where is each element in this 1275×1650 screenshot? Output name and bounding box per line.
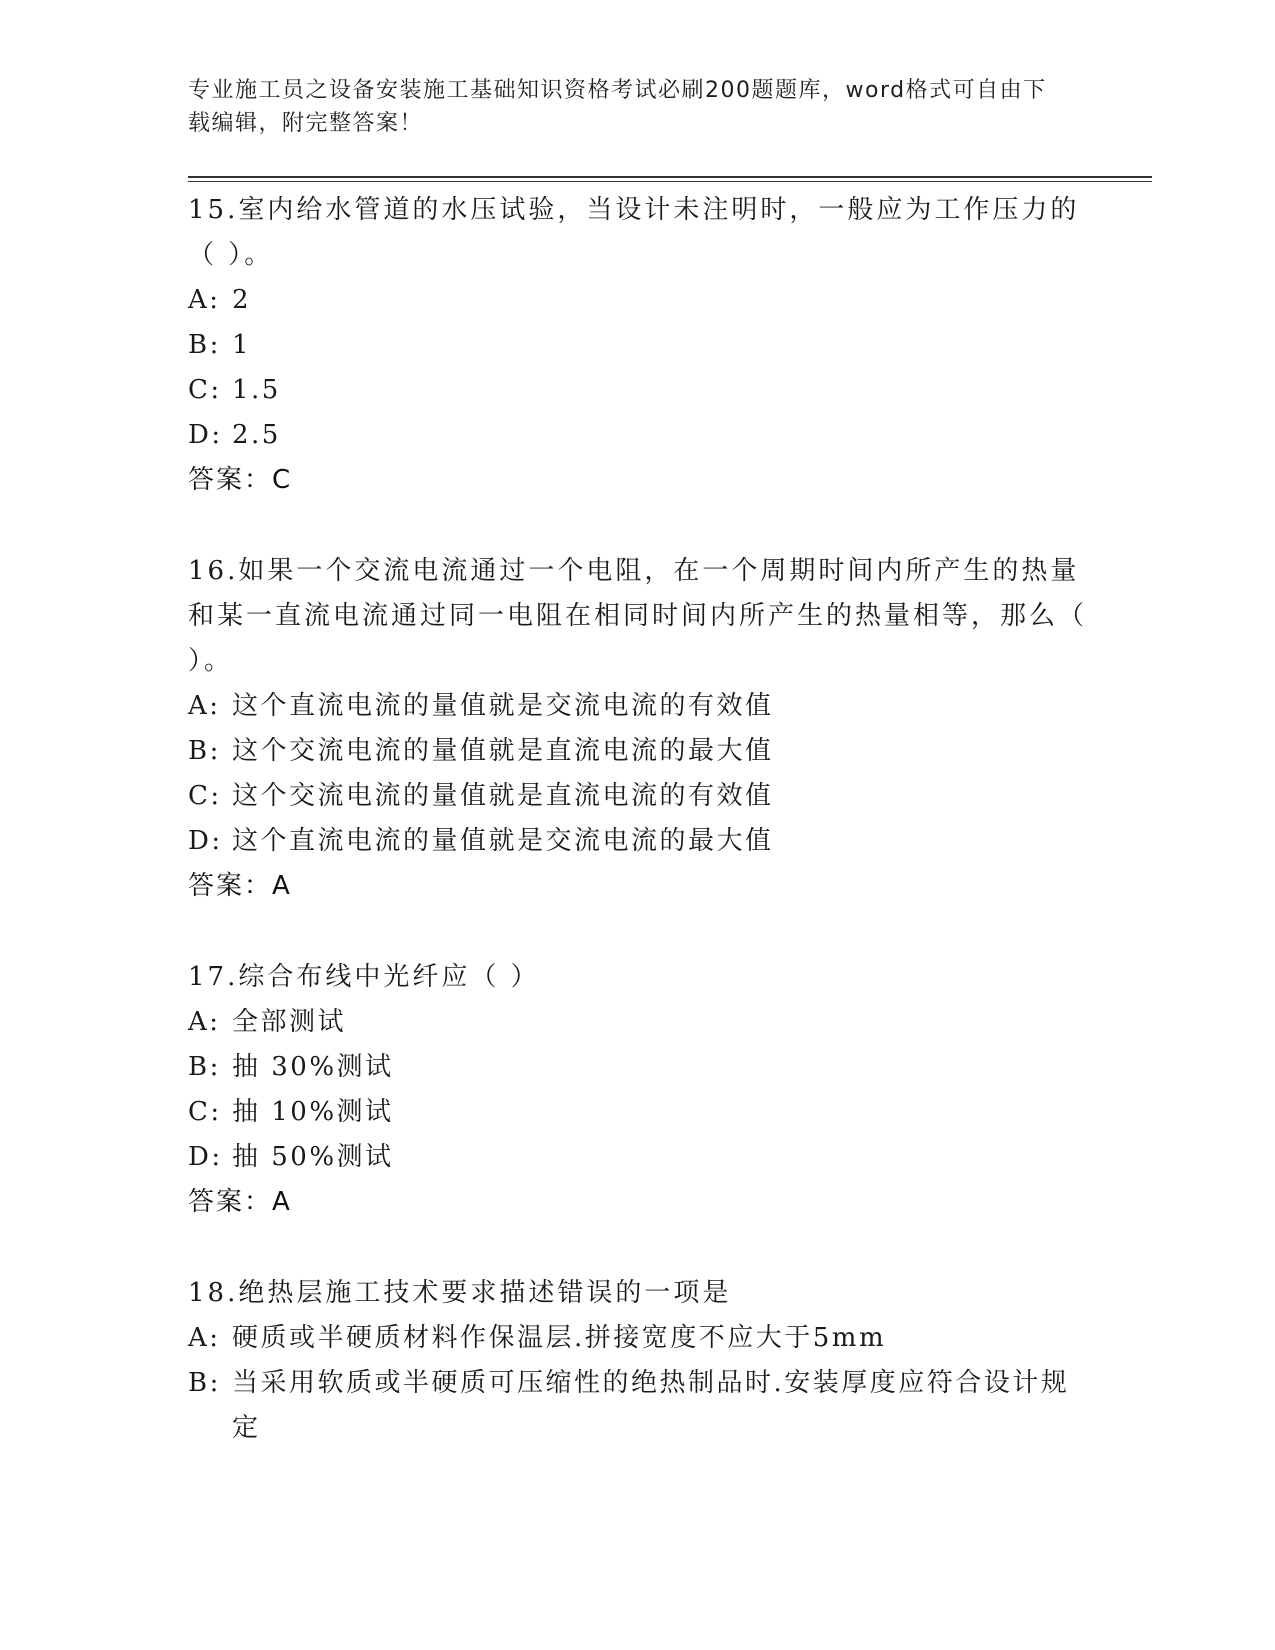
option-text: 1.5 bbox=[232, 375, 281, 405]
question-15 bbox=[188, 188, 1088, 503]
option-letter: A: bbox=[188, 1007, 221, 1037]
question-17 bbox=[188, 955, 1088, 1225]
option-c bbox=[188, 368, 1088, 413]
option-text: 这个直流电流的量值就是交流电流的最大值 bbox=[232, 826, 774, 856]
option-c bbox=[188, 1090, 1088, 1135]
option-text: 这个交流电流的量值就是直流电流的最大值 bbox=[232, 736, 774, 766]
question-stem: 17.综合布线中光纤应（ ） bbox=[188, 962, 540, 992]
option-letter: B: bbox=[188, 330, 221, 360]
option-a bbox=[188, 1316, 1088, 1361]
option-text: 抽 30%测试 bbox=[232, 1052, 394, 1082]
option-d bbox=[188, 413, 1088, 458]
option-a bbox=[188, 684, 1088, 729]
option-letter: D: bbox=[188, 420, 223, 450]
option-letter: D: bbox=[188, 1142, 223, 1172]
option-text: 硬质或半硬质材料作保温层.拼接宽度不应大于5mm bbox=[232, 1323, 887, 1353]
header-rule-thick bbox=[188, 176, 1152, 178]
option-b bbox=[188, 729, 1088, 774]
header-rule-thin bbox=[188, 181, 1152, 182]
option-b bbox=[188, 1361, 1088, 1451]
option-letter: A: bbox=[188, 285, 221, 315]
answer-line: 答案：A bbox=[188, 871, 292, 901]
option-text: 这个交流电流的量值就是直流电流的有效值 bbox=[232, 781, 774, 811]
option-b bbox=[188, 323, 1088, 368]
option-a bbox=[188, 278, 1088, 323]
option-a bbox=[188, 1000, 1088, 1045]
question-list bbox=[188, 188, 1088, 1497]
option-letter: D: bbox=[188, 826, 223, 856]
option-text: 2.5 bbox=[232, 420, 281, 450]
option-c bbox=[188, 774, 1088, 819]
option-text: 1 bbox=[232, 330, 252, 360]
option-text: 抽 10%测试 bbox=[232, 1097, 394, 1127]
option-letter: C: bbox=[188, 375, 222, 405]
option-letter: A: bbox=[188, 691, 221, 721]
option-text: 抽 50%测试 bbox=[232, 1142, 394, 1172]
question-stem: 18.绝热层施工技术要求描述错误的一项是 bbox=[188, 1278, 732, 1308]
option-d bbox=[188, 819, 1088, 864]
question-16 bbox=[188, 549, 1088, 909]
option-letter: C: bbox=[188, 1097, 222, 1127]
option-letter: A: bbox=[188, 1323, 221, 1353]
option-b bbox=[188, 1045, 1088, 1090]
answer-line: 答案：A bbox=[188, 1187, 292, 1217]
question-18 bbox=[188, 1271, 1088, 1451]
option-text: 当采用软质或半硬质可压缩性的绝热制品时.安装厚度应符合设计规定 bbox=[232, 1368, 1070, 1443]
option-letter: B: bbox=[188, 1368, 221, 1398]
option-letter: B: bbox=[188, 1052, 221, 1082]
question-stem: 16.如果一个交流电流通过一个电阻，在一个周期时间内所产生的热量和某一直流电流通过同一电阻在相同时间内所产生的热量相等，那么（ ）。 bbox=[188, 556, 1088, 676]
option-d bbox=[188, 1135, 1088, 1180]
option-text: 这个直流电流的量值就是交流电流的有效值 bbox=[232, 691, 774, 721]
option-text: 2 bbox=[232, 285, 252, 315]
option-letter: B: bbox=[188, 736, 221, 766]
option-letter: C: bbox=[188, 781, 222, 811]
question-stem: 15.室内给水管道的水压试验，当设计未注明时，一般应为工作压力的（ ）。 bbox=[188, 195, 1080, 270]
page-header: 专业施工员之设备安装施工基础知识资格考试必刷200题题库，word格式可自由下载编辑，附完整答案！ bbox=[188, 78, 1047, 136]
option-text: 全部测试 bbox=[232, 1007, 347, 1037]
answer-line: 答案：C bbox=[188, 465, 293, 495]
